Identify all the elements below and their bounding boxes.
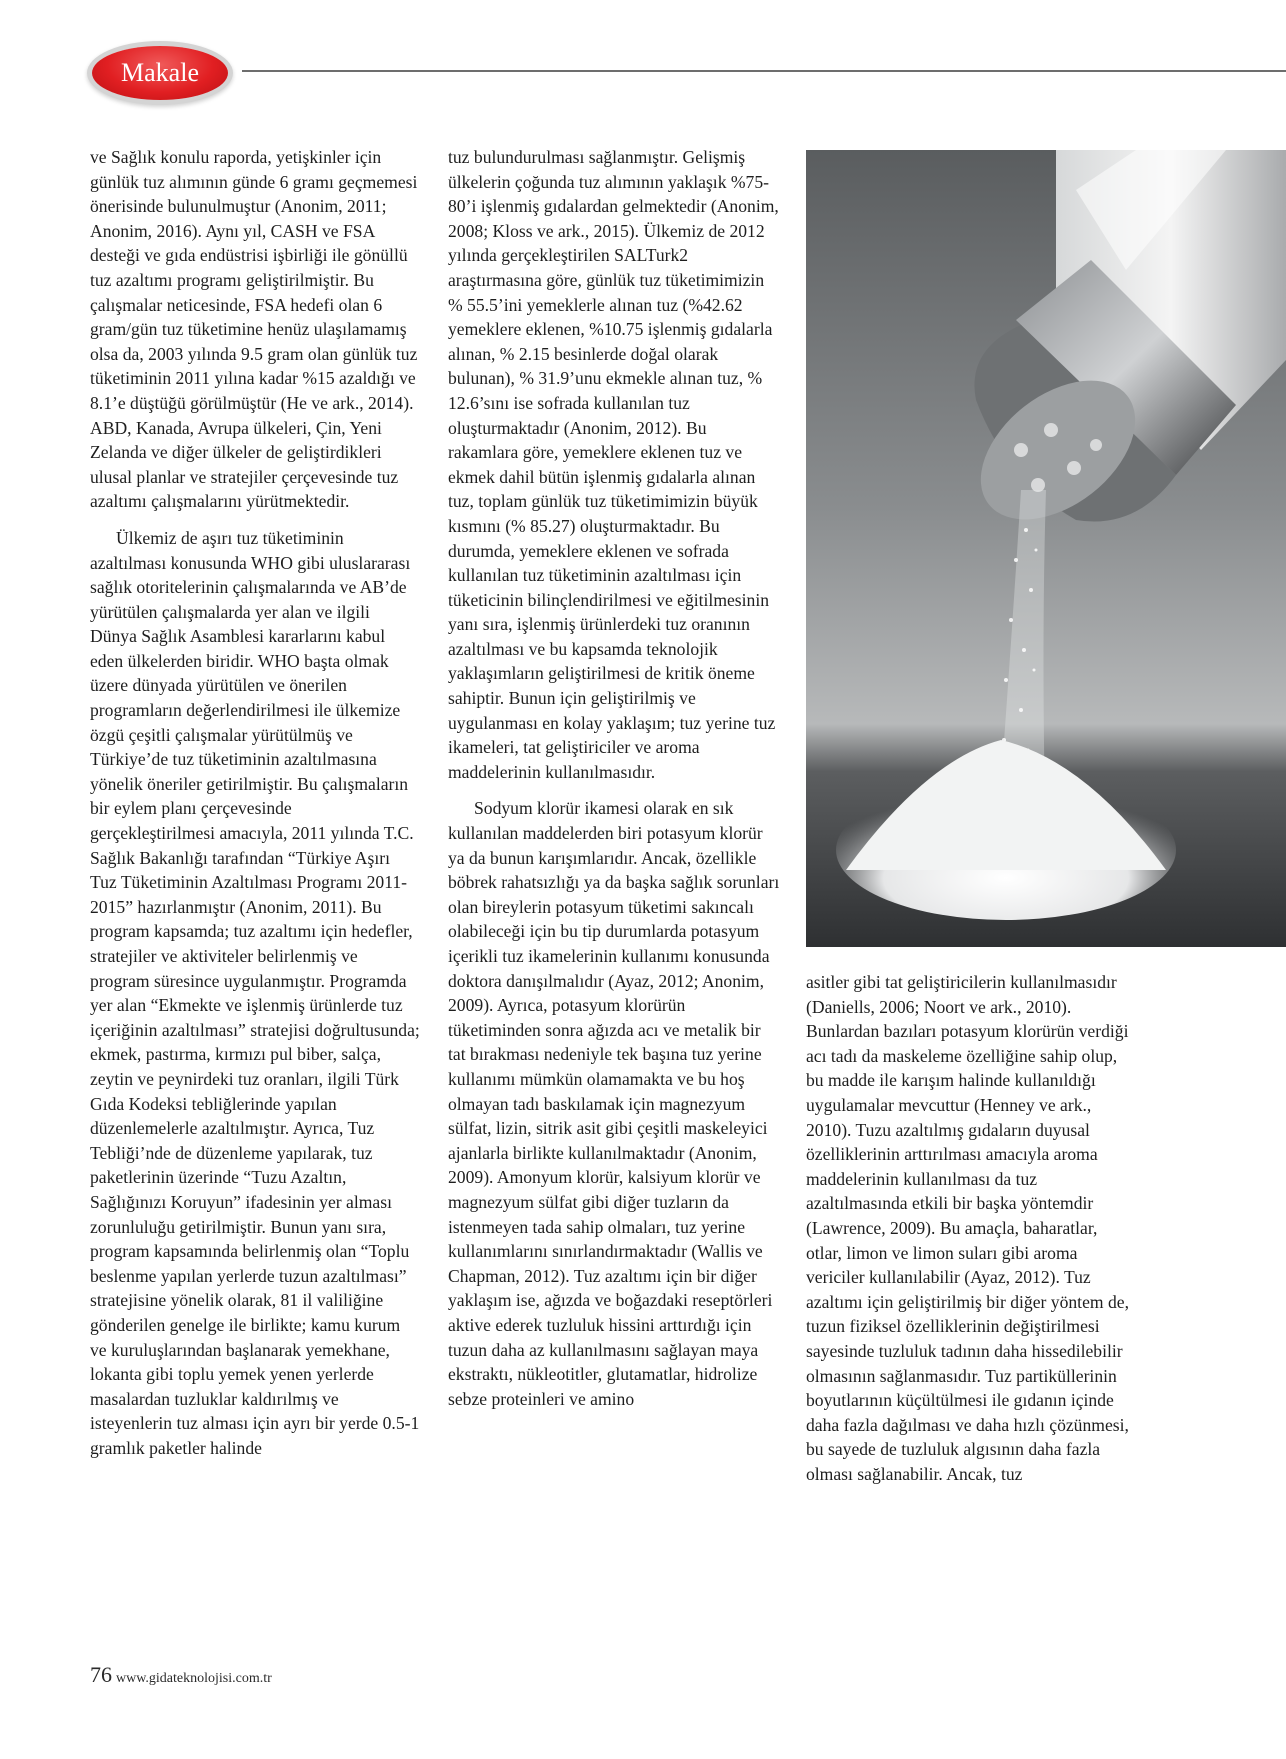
paragraph: tuz bulundurulması sağlanmıştır. Gelişmiş ülkelerin çoğunda tuz alımının yaklaşık %75-80’i işlenmiş gıdalardan gelmektedir (Anonim, 2008; Kloss ve ark., 2015). Ülkemiz de 2012 yılında gerçekleştirilen SALTurk2 araştırmasına göre, günlük tuz tüketimimizin % 55.5’ini yemeklerle alınan tuz (%42.62 yemeklere eklenen, %10.75 işlenmiş gıdalarla alınan, % 2.15 besinlerde doğal olarak bulunan), % 31.9’unu ekmekle alınan tuz, % 12.6’sını ise sofrada kullanılan tuz oluşturmaktadır (Anonim, 2012). Bu rakamlara göre, yemeklere eklenen tuz ve ekmek dahil bütün işlenmiş gıdalarla alınan tuz, toplam günlük tuz tüketimimizin büyük kısmını (% 85.27) oluşturmaktadır. Bu durumda, yemeklere eklenen ve sofrada kullanılan tuz tüketiminin azaltılması için tüketicinin bilinçlendirilmesi ve eğitilmesinin yanı sıra, işlenmiş ürünlerdeki tuz oranının azaltılması ve bu kapsamda teknolojik yaklaşımların geliştirilmesi de kritik öneme sahiptir. Bunun için geliştirilmiş ve uygulanması en kolay yaklaşım; tuz yerine tuz ikameleri, tat geliştiriciler ve aroma maddelerinin kullanılmasıdır. [448, 147, 779, 782]
salt-shaker-photo [806, 150, 1286, 947]
paragraph: ve Sağlık konulu raporda, yetişkinler için günlük tuz alımının günde 6 gramı geçmemesi önerisinde bulunulmuştur (Anonim, 2011; Anonim, 2016). Aynı yıl, CASH ve FSA desteği ve gıda endüstrisi işbirliği ile gönüllü tuz azaltımı programı geliştirilmiştir. Bu çalışmalar neticesinde, FSA hedefi olan 6 gram/gün tuz tüketimine henüz ulaşılamamış olsa da, 2003 yılında 9.5 gram olan günlük tuz tüketiminin 2011 yılına kadar %15 azaldığı ve 8.1’e düştüğü görülmüştür (He ve ark., 2014). ABD, Kanada, Avrupa ülkeleri, Çin, Yeni Zelanda ve diğer ülkeler de geliştirdikleri ulusal planlar ve stratejiler çerçevesinde tuz azaltımı çalışmalarını yürütmektedir. [90, 147, 418, 512]
paragraph: Ülkemiz de aşırı tuz tüketiminin azaltılması konusunda WHO gibi uluslararası sağlık otoritelerinin çalışmalarında ve AB’de yürütülen çalışmalarda yer alan ve ilgili Dünya Sağlık Asamblesi kararlarını kabul eden ülkelerden biridir. WHO başta olmak üzere dünyada yürütülen ve önerilen programların değerlendirilmesi ile ülkemize özgü çeşitli çalışmalar yürütülmüş ve Türkiye’de tuz tüketiminin azaltılmasına yönelik öneriler getirilmiştir. Bu çalışmaların bir eylem planı çerçevesinde gerçekleştirilmesi amacıyla, 2011 yılında T.C. Sağlık Bakanlığı tarafından “Türkiye Aşırı Tuz Tüketiminin Azaltılması Programı 2011-2015” hazırlanmıştır (Anonim, 2011). Bu program kapsamda; tuz azaltımı için hedefler, stratejiler ve aktiviteler belirlenmiş ve program süresince uygulanmıştır. Programda yer alan “Ekmekte ve işlenmiş ürünlerde tuz içeriğinin azaltılması” stratejisi doğrultusunda; ekmek, pastırma, kırmızı pul biber, salça, zeytin ve peynirdeki tuz oranları, ilgili Türk Gıda Kodeksi tebliğlerinde yapılan düzenlemelerle azaltılmıştır. Ayrıca, Tuz Tebliği’nde de düzenleme yapılarak, tuz paketlerinin üzerinde “Tuzu Azaltın, Sağlığınızı Koruyun” ifadesinin yer alması zorunluluğu getirilmiştir. Bunun yanı sıra, program kapsamında belirlenmiş olan “Toplu beslenme yapılan yerlerde tuzun azaltılması” stratejisine yönelik olarak, 81 il valiliğine gönderilen genelge ile birlikte; kamu kurum ve kuruluşlarından başlanarak yemekhane, lokanta gibi toplu yemek yenen yerlerde masalardan tuzluklar kaldırılmış ve isteyenlerin tuz alması için ayrı bir yerde 0.5-1 gramlık paketler halinde [90, 527, 420, 1458]
section-badge: Makale [92, 46, 228, 100]
page-number: 76 [90, 1662, 112, 1687]
text-column-1 [90, 145, 420, 1460]
paragraph: asitler gibi tat geliştiricilerin kullanılmasıdır (Daniells, 2006; Noort ve ark., 2010). Bunlardan bazıları potasyum klorürün verdiği acı tadı da maskeleme özelliğine sahip olup, bu madde ile karışım halinde kullanıldığı uygulamalar mevcuttur (Henney ve ark., 2010). Tuzu azaltılmış gıdaların duyusal özelliklerinin arttırılması amacıyla aroma maddelerinin kullanılması da tuz azaltılmasında etkili bir başka yöntemdir (Lawrence, 2009). Bu amaçla, baharatlar, otlar, limon ve limon suları gibi aroma vericiler kullanılabilir (Ayaz, 2012). Tuz azaltımı için geliştirilmiş bir diğer yöntem de, tuzun fiziksel özelliklerinin değiştirilmesi sayesinde tuzluluk tadının daha hissedilebilir olmasının sağlanmasıdır. Tuz partiküllerinin boyutlarının küçültülmesi ile gıdanın içinde daha fazla dağılması ve daha hızlı çözünmesi, bu sayede de tuzluluk algısının daha fazla olması sağlanabilir. Ancak, tuz [806, 972, 1129, 1484]
paragraph: Sodyum klorür ikamesi olarak en sık kullanılan maddelerden biri potasyum klorür ya da bunun karışımlarıdır. Ancak, özellikle böbrek rahatsızlığı ya da başka sağlık sorunları olan bireylerin potasyum tüketimi sakıncalı olabileceği için bu tip durumlarda potasyum içerikli tuz ikamelerinin kullanımı konusunda doktora danışılmalıdır (Ayaz, 2012; Anonim, 2009). Ayrıca, potasyum klorürün tüketiminden sonra ağızda acı ve metalik bir tat bırakması nedeniyle tek başına tuz yerine kullanımı mümkün olamamakta ve bu hoş olmayan tadı baskılamak için magnezyum sülfat, lizin, sitrik asit gibi çeşitli maskeleyici ajanlarla birlikte kullanılmaktadır (Anonim, 2009). Amonyum klorür, kalsiyum klorür ve magnezyum sülfat gibi diğer tuzların da istenmeyen tada sahip olmaları, tuz yerine kullanımlarını sınırlandırmaktadır (Wallis ve Chapman, 2012). Tuz azaltımı için bir diğer yaklaşım ise, ağızda ve boğazdaki reseptörleri aktive ederek tuzluluk hissini arttırdığı için tuzun daha az kullanılmasını sağlayan maya ekstraktı, nükleotitler, glutamatlar, hidrolize sebze proteinleri ve amino [448, 798, 780, 1409]
header-rule [242, 70, 1286, 72]
text-column-2 [448, 145, 780, 1411]
footer-url[interactable]: www.gidateknolojisi.com.tr [116, 1671, 272, 1686]
text-column-3 [806, 970, 1136, 1486]
page-footer [90, 1662, 272, 1688]
